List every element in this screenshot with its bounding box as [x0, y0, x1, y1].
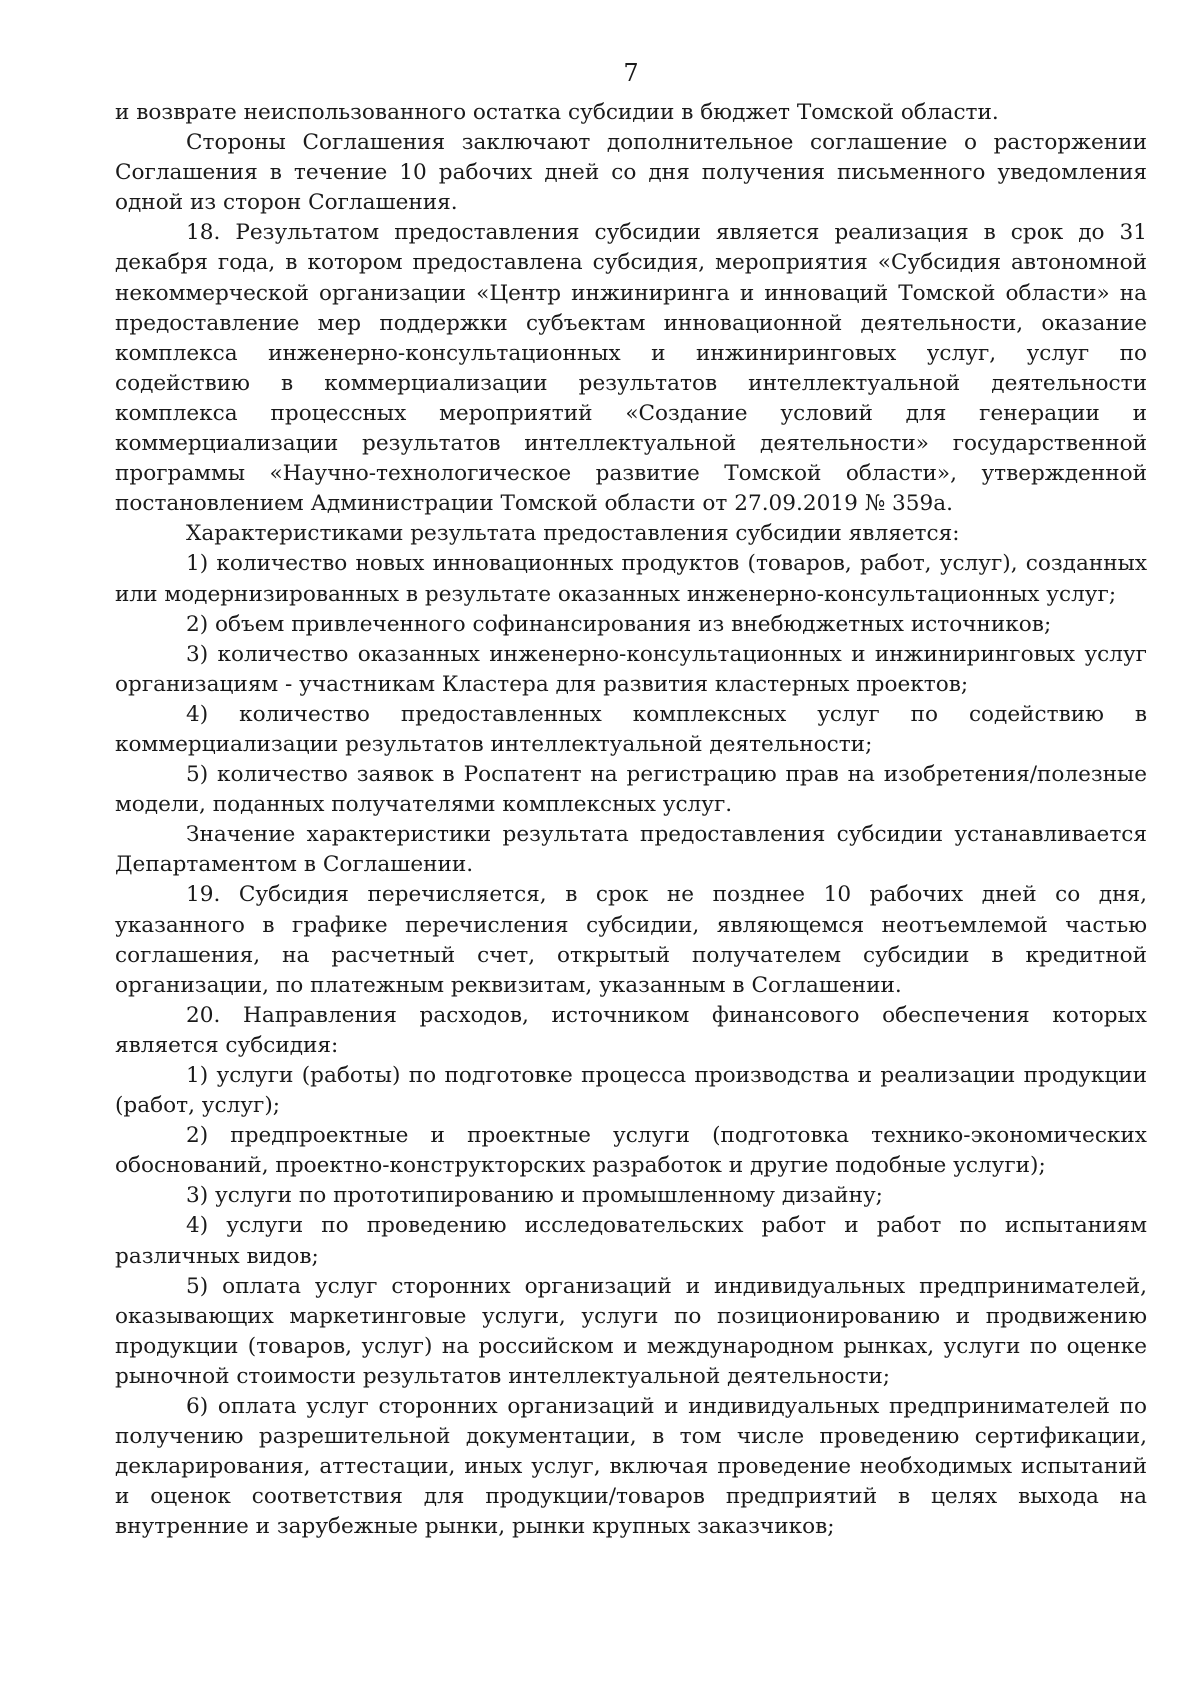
paragraph: 20. Направления расходов, источником финансового обеспечения которых является субсидия: [115, 1002, 1147, 1058]
paragraph: 3) услуги по прототипированию и промышленному дизайну; [186, 1183, 883, 1209]
page-number: 7 [623, 59, 639, 87]
document-page [115, 58, 1147, 1543]
paragraph: 18. Результатом предоставления субсидии является реализация в срок до 31 декабря года, в котором предоставлена субсидия, мероприятия «Субсидия автономной некоммерческой организации «Центр инжиниринга и инноваций Томской области» на предоставление мер поддержки субъектам инновационной деятельности, оказание комплекса инженерно-консультационных и инжиниринговых услуг, услуг по содействию в коммерциализации результатов интеллектуальной деятельности комплекса процессных мероприятий «Создание условий для генерации и коммерциализации результатов интеллектуальной деятельности» государственной программы «Научно-технологическое развитие Томской области», утвержденной постановлением Администрации Томской области от 27.09.2019 № 359а. [115, 220, 1147, 517]
paragraph: 19. Субсидия перечисляется, в срок не позднее 10 рабочих дней со дня, указанного в графике перечисления субсидии, являющемся неотъемлемой частью соглашения, на расчетный счет, открытый получателем субсидии в кредитной организации, по платежным реквизитам, указанным в Соглашении. [115, 882, 1147, 998]
paragraph: 1) количество новых инновационных продуктов (товаров, работ, услуг), созданных или модернизированных в результате оказанных инженерно-консультационных услуг; [115, 551, 1147, 607]
paragraph: 6) оплата услуг сторонних организаций и индивидуальных предпринимателей по получению разрешительной документации, в том числе проведению сертификации, декларирования, аттестации, иных услуг, включая проведение необходимых испытаний и оценок соответствия для продукции/товаров предприятий в целях выхода на внутренние и зарубежные рынки, рынки крупных заказчиков; [115, 1394, 1147, 1540]
paragraph: и возврате неиспользованного остатка субсидии в бюджет Томской области. [115, 100, 999, 125]
paragraph: 3) количество оказанных инженерно-консультационных и инжиниринговых услуг организациям - участникам Кластера для развития кластерных проектов; [115, 641, 1147, 697]
paragraph: 4) услуги по проведению исследовательских работ и работ по испытаниям различных видов; [115, 1213, 1147, 1269]
document-body [115, 98, 1147, 1543]
paragraph: 4) количество предоставленных комплексных услуг по содействию в коммерциализации результатов интеллектуальной деятельности; [115, 701, 1147, 757]
paragraph: 2) объем привлеченного софинансирования из внебюджетных источников; [186, 611, 1052, 637]
paragraph: Стороны Соглашения заключают дополнительное соглашение о расторжении Соглашения в течение 10 рабочих дней со дня получения письменного уведомления одной из сторон Соглашения. [115, 130, 1147, 216]
paragraph: 5) количество заявок в Роспатент на регистрацию прав на изобретения/полезные модели, поданных получателями комплексных услуг. [115, 762, 1147, 818]
paragraph: 1) услуги (работы) по подготовке процесса производства и реализации продукции (работ, услуг); [115, 1063, 1147, 1119]
paragraph: 5) оплата услуг сторонних организаций и индивидуальных предпринимателей, оказывающих маркетинговые услуги, услуги по позиционированию и продвижению продукции (товаров, услуг) на российском и международном рынках, услуги по оценке рыночной стоимости результатов интеллектуальной деятельности; [115, 1273, 1147, 1389]
paragraph: Значение характеристики результата предоставления субсидии устанавливается Департаментом в Соглашении. [115, 822, 1147, 878]
paragraph: Характеристиками результата предоставления субсидии является: [186, 521, 960, 547]
paragraph: 2) предпроектные и проектные услуги (подготовка технико-экономических обоснований, проектно-конструкторских разработок и другие подобные услуги); [115, 1123, 1147, 1179]
